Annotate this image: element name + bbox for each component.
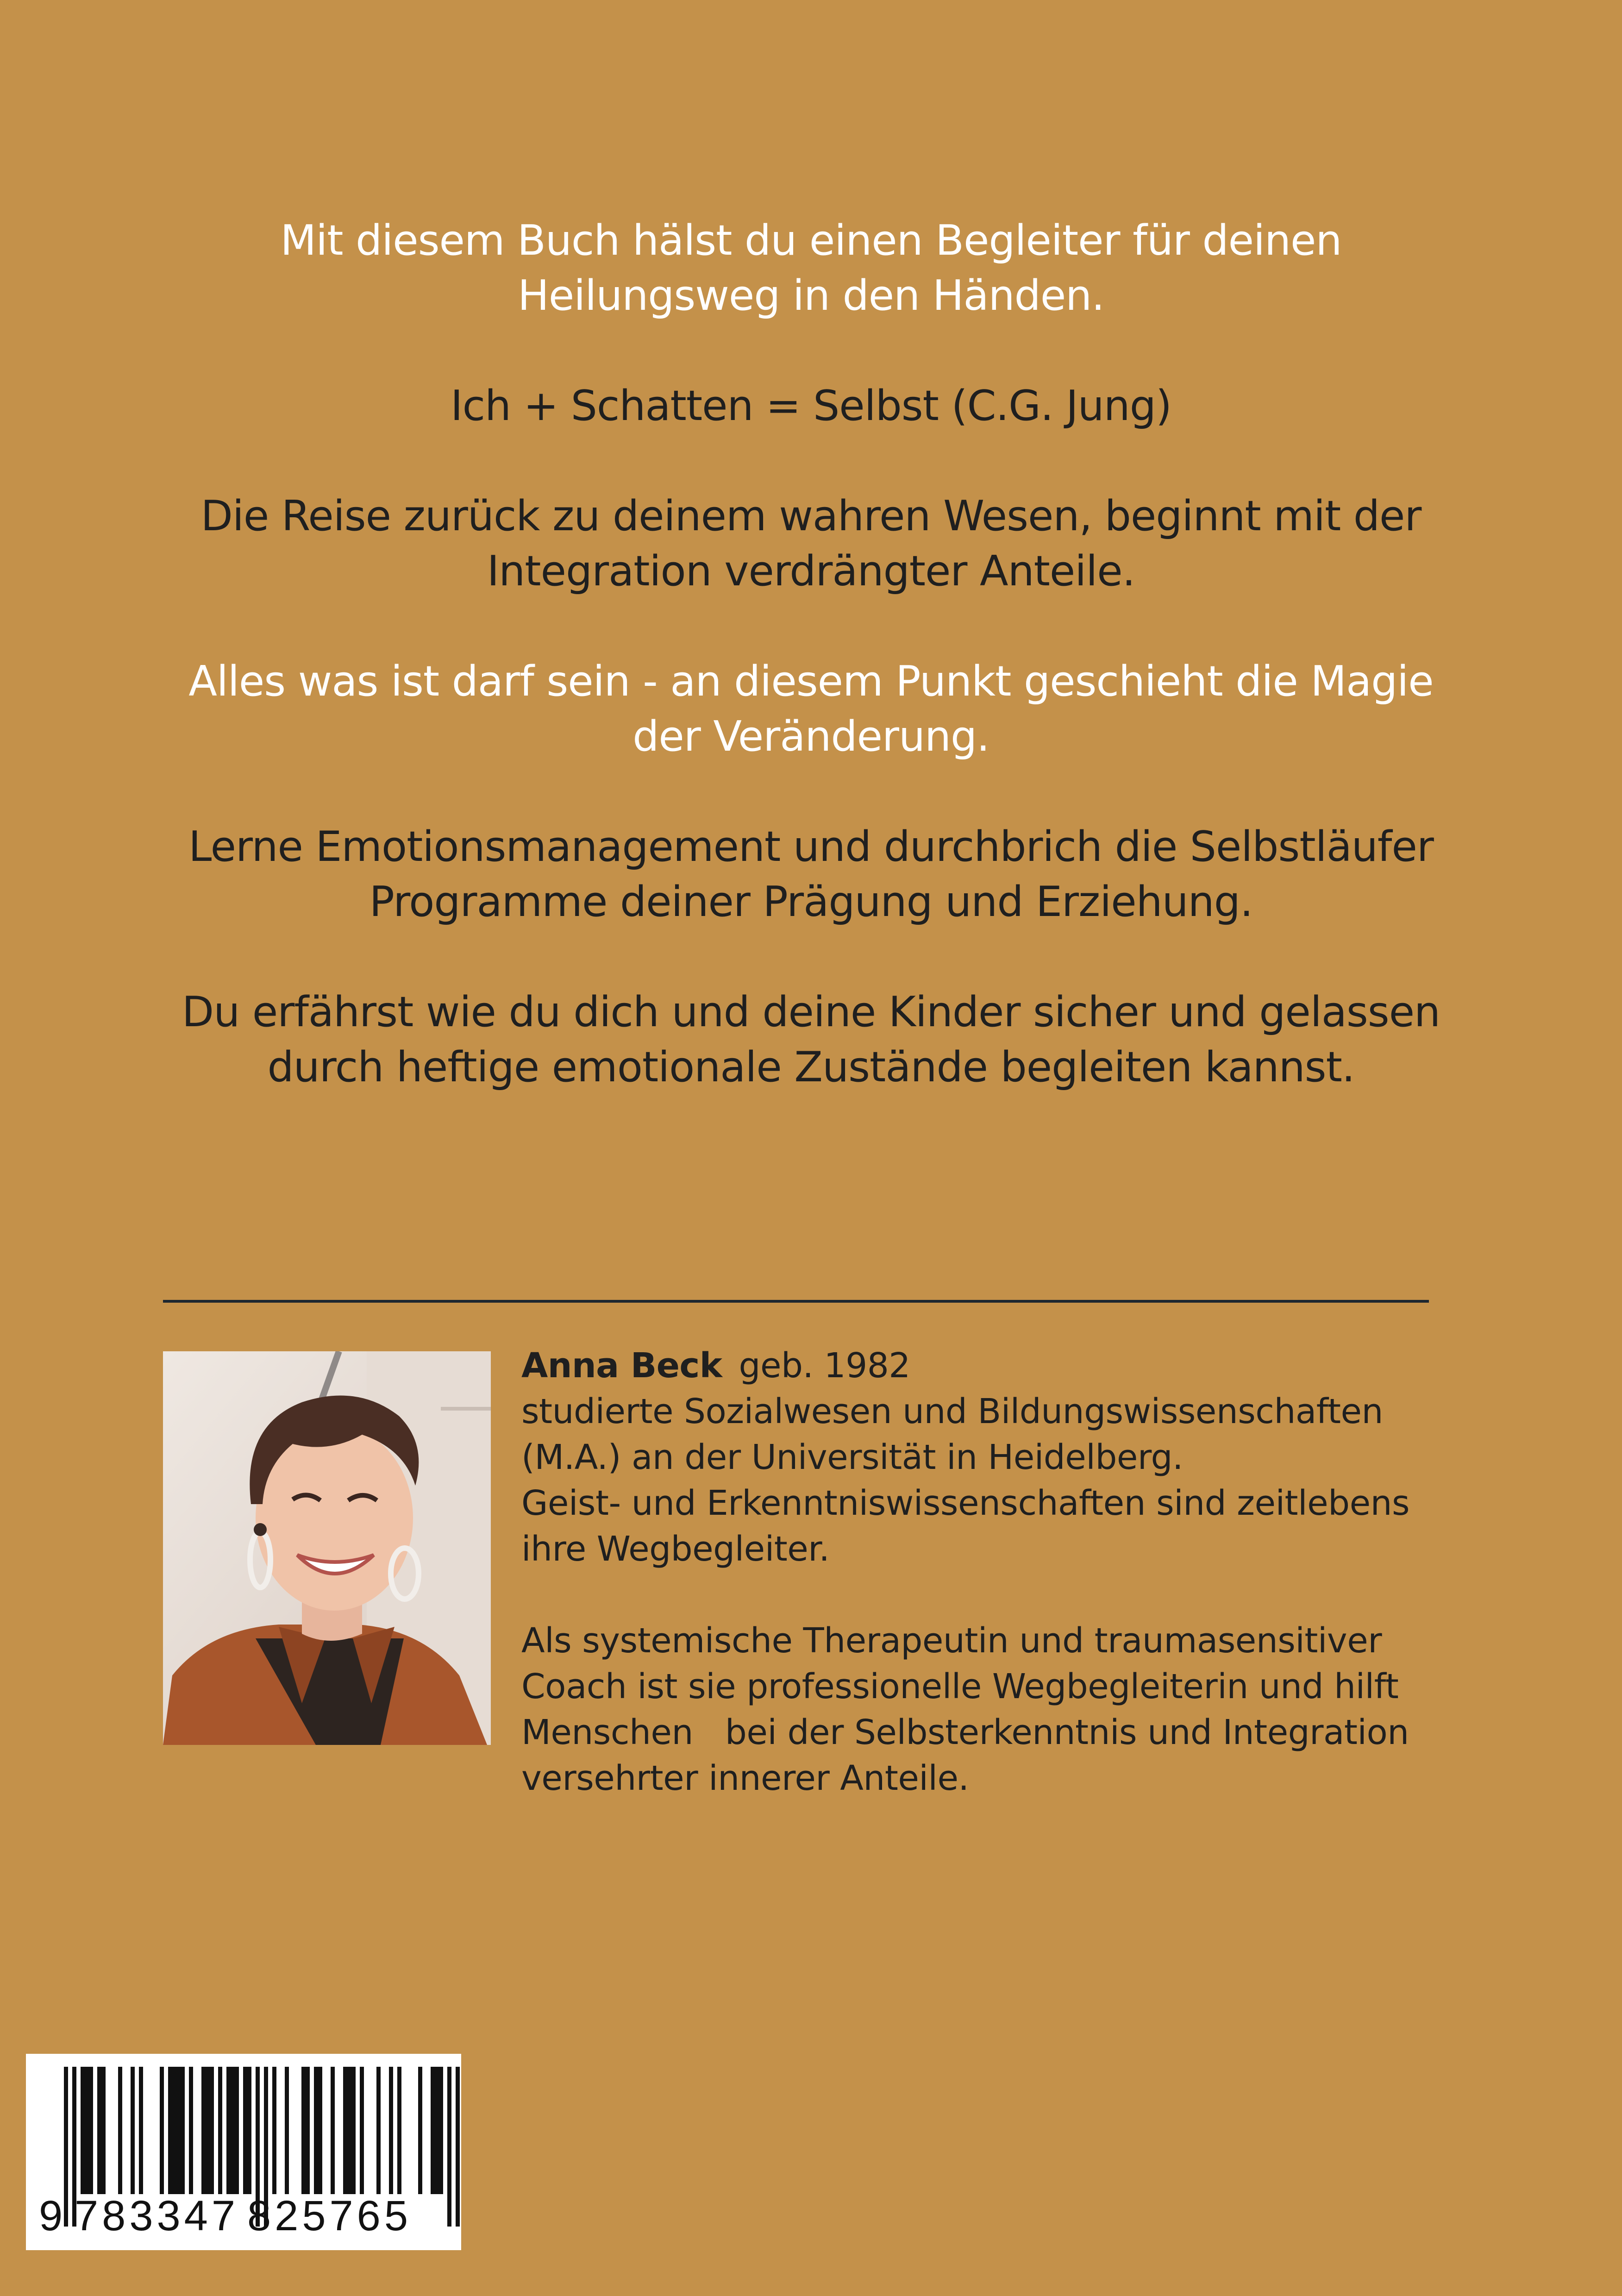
author-name: Anna Beck [521, 1346, 722, 1386]
blurb-line: durch heftige emotionale Zustände begleiten kannst. [267, 1043, 1355, 1092]
author-bio-line: versehrter innerer Anteile. [521, 1758, 969, 1798]
blurb-line: Programme deiner Prägung und Erziehung. [369, 878, 1253, 926]
barcode-bar [389, 2067, 393, 2194]
barcode-bar [306, 2067, 310, 2194]
barcode-bar [447, 2067, 451, 2227]
barcode-bar [360, 2067, 364, 2194]
blurb-line: Die Reise zurück zu deinem wahren Wesen, beginnt mit der [200, 492, 1422, 540]
barcode-bar [318, 2067, 322, 2194]
barcode-bar [347, 2067, 351, 2194]
blurb-line: der Veränderung. [633, 712, 989, 761]
barcode-bar [314, 2067, 318, 2194]
blurb-line: Alles was ist darf sein - an diesem Punkt geschieht die Magie [188, 657, 1434, 706]
author-bio-line: Als systemische Therapeutin und traumasensitiver [521, 1621, 1382, 1661]
author-photo [163, 1351, 491, 1745]
barcode-bar [226, 2067, 231, 2194]
barcode-bar [435, 2067, 439, 2194]
barcode-bar [64, 2067, 68, 2227]
barcode-bar [331, 2067, 335, 2194]
barcode-bar [456, 2067, 460, 2227]
barcode-bar [301, 2067, 306, 2194]
barcode-bar [210, 2067, 214, 2194]
barcode-bar [243, 2067, 247, 2194]
barcode-bar [376, 2067, 381, 2194]
barcode-group-1: 783347 [75, 2192, 239, 2240]
isbn-barcode [26, 2054, 461, 2250]
blurb-line: Mit diesem Buch hälst du einen Begleiter für deinen [280, 216, 1342, 265]
barcode-bar [81, 2067, 85, 2194]
blurb-line: Heilungsweg in den Händen. [518, 271, 1104, 320]
author-bio-line: (M.A.) an der Universität in Heidelberg. [521, 1437, 1183, 1477]
barcode-bar [181, 2067, 185, 2194]
barcode-bar [131, 2067, 135, 2194]
barcode-bar [101, 2067, 106, 2194]
blurb-line: Du erfährst wie du dich und deine Kinder sicher und gelassen [182, 988, 1440, 1036]
barcode-bar [201, 2067, 206, 2194]
barcode-bar [247, 2067, 251, 2194]
barcode-bar [139, 2067, 143, 2194]
author-bio-line: ihre Wegbegleiter. [521, 1529, 830, 1569]
barcode-bar [206, 2067, 210, 2194]
barcode-bar [231, 2067, 235, 2194]
jung-quote: Ich + Schatten = Selbst (C.G. Jung) [451, 382, 1171, 430]
author-born: geb. 1982 [739, 1346, 910, 1386]
barcode-bar [97, 2067, 101, 2194]
barcode-bar [439, 2067, 443, 2194]
barcode-bar [89, 2067, 93, 2194]
barcode-bar [418, 2067, 422, 2194]
barcode-bar [85, 2067, 89, 2194]
section-divider [163, 1300, 1429, 1303]
barcode-bar [235, 2067, 239, 2194]
barcode-lead-digit: 9 [39, 2192, 63, 2240]
barcode-bar [218, 2067, 222, 2194]
barcode-bar [168, 2067, 172, 2194]
barcode-bar [118, 2067, 122, 2194]
barcode-group-2: 825765 [247, 2192, 412, 2240]
barcode-bar [272, 2067, 276, 2194]
barcode-bar [431, 2067, 435, 2194]
barcode-bar [160, 2067, 164, 2194]
author-bio-line: Geist- und Erkenntniswissenschaften sind zeitlebens [521, 1483, 1410, 1523]
barcode-bar [172, 2067, 176, 2194]
barcode-bar [351, 2067, 356, 2194]
barcode-bar [285, 2067, 289, 2194]
author-bio-line: studierte Sozialwesen und Bildungswissenschaften [521, 1392, 1383, 1431]
barcode-bar [397, 2067, 401, 2194]
barcode-bar [176, 2067, 181, 2194]
blurb-line: Lerne Emotionsmanagement und durchbrich die Selbstläufer [188, 822, 1434, 871]
blurb-line: Integration verdrängter Anteile. [487, 547, 1135, 596]
barcode-bar [189, 2067, 193, 2194]
author-bio-line: Coach ist sie professionelle Wegbegleiterin und hilft [521, 1667, 1399, 1706]
author-bio-line: Menschen bei der Selbsterkenntnis und Integration [521, 1713, 1409, 1752]
author-bio-heading [521, 1343, 1447, 1389]
barcode-bar [343, 2067, 347, 2194]
